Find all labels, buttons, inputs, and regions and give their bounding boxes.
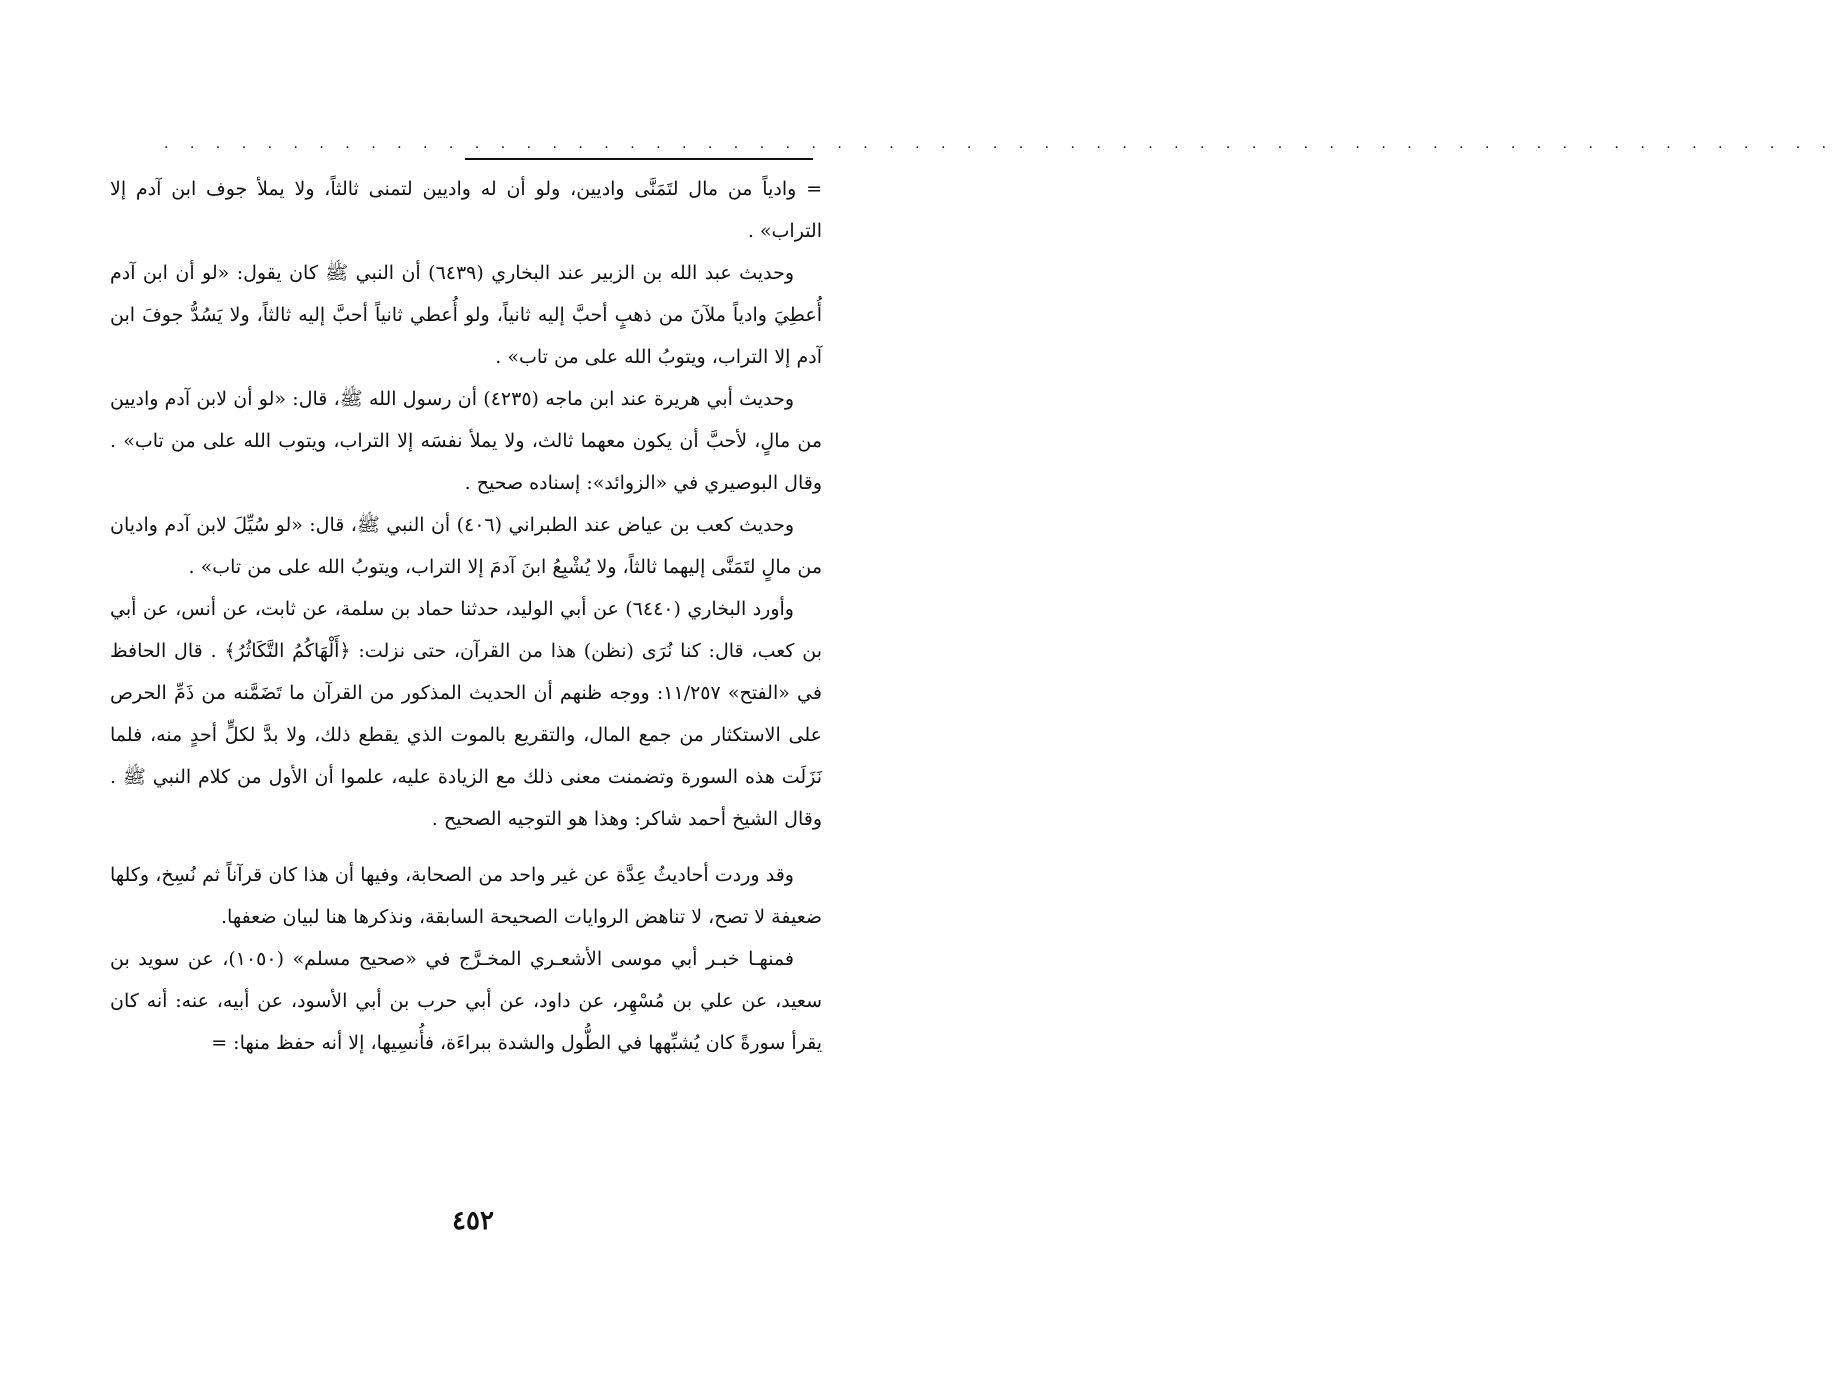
footnote-paragraph-bukhari: وأورد البخاري (٦٤٤٠) عن أبي الوليد، حدثنا حماد بن سلمة، عن ثابت، عن أنس، عن أبي بن كعب، قال: كنا نُرَى (نظن) هذا من القرآن، حتى نزلت: ﴿أَلْهَاكُمُ التَّكَاثُرُ﴾ . قال الحافظ في «الفتح» ١١/٢٥٧: ووجه ظنهم أن الحديث المذكور من القرآن ما تَضَمَّنه من ذَمِّ الحرص على الاستكثار من جمع المال، والتقريع بالموت الذي يقطع ذلك، ولا بدَّ لكلٍّ أحدٍ منه، فلما نَزَلَت هذه السورة وتضمنت معنى ذلك مع الزيادة عليه، علموا أن الأول من كلام النبي ﷺ . وقال الشيخ أحمد شاكر: وهذا هو التوجيه الصحيح .: [110, 598, 822, 830]
body-paragraph-abu-musa: فمنهـا خبـر أبي موسى الأشعـري المخـرَّج في «صحيح مسلم» (١٠٥٠)، عن سويد بن سعيد، عن علي بن مُسْهِر، عن داود، عن أبي حرب بن أبي الأسود، عن أبيه، عنه: أنه كان يقرأ سورةً كان يُشبِّهها في الطُّول والشدة ببراءَة، فأُنسِيها، إلا أنه حفظ منها: =: [110, 948, 822, 1054]
footnote-paragraph-kaab: وحديث كعب بن عياض عند الطبراني (٤٠٦) أن النبي ﷺ، قال: «لو سُيِّلَ لابن آدم واديان من مالٍ لتَمَنَّى إليهما ثالثاً، ولا يُشْبِعُ ابنَ آدمَ إلا التراب، ويتوبُ الله على من تاب» .: [110, 514, 822, 578]
body-paragraph-weak-hadiths: وقد وردت أحاديثُ عِدَّة عن غير واحد من الصحابة، وفيها أن هذا كان قرآناً ثم نُسِخ، وكلها ضعيفة لا تصح، لا تناهض الروايات الصحيحة السابقة، ونذكرها هنا لبيان ضعفها.: [110, 864, 822, 928]
footnote-paragraph-abu-hurayra: وحديث أبي هريرة عند ابن ماجه (٤٢٣٥) أن رسول الله ﷺ، قال: «لو أن لابن آدم واديين من مالٍ، لأحبَّ أن يكون معهما ثالث، ولا يملأ نفسَه إلا التراب، ويتوب الله على من تاب» . وقال البوصيري في «الزوائد»: إسناده صحيح .: [110, 388, 822, 494]
dotted-separator: . . . . . . . . . . . . . . . . . . . . . . . . . . . . . . . . . . . . . . . . . . . . . . . . . . . . . . . . . . . . . . . . .: [164, 136, 1835, 152]
footnote-paragraph-ibn-zubair: وحديث عبد الله بن الزبير عند البخاري (٦٤٣٩) أن النبي ﷺ كان يقول: «لو أن ابن آدم أُعطِيَ وادياً ملآنَ من ذهبٍ أحبَّ إليه ثانياً، ولو أُعطي ثانياً أحبَّ إليه ثالثاً، ولا يَسُدُّ جوفَ ابن آدم إلا التراب، ويتوبُ الله على من تاب» .: [110, 262, 822, 368]
page-number: ٤٥٢: [452, 1206, 494, 1236]
footnote-paragraph-continuation: = وادياً من مال لتَمَنَّى واديين، ولو أن له واديين لتمنى ثالثاً، ولا يملأ جوف ابن آدم إلا التراب» .: [110, 178, 822, 242]
footnote-rule: [465, 158, 813, 160]
page-text: [110, 168, 822, 1064]
